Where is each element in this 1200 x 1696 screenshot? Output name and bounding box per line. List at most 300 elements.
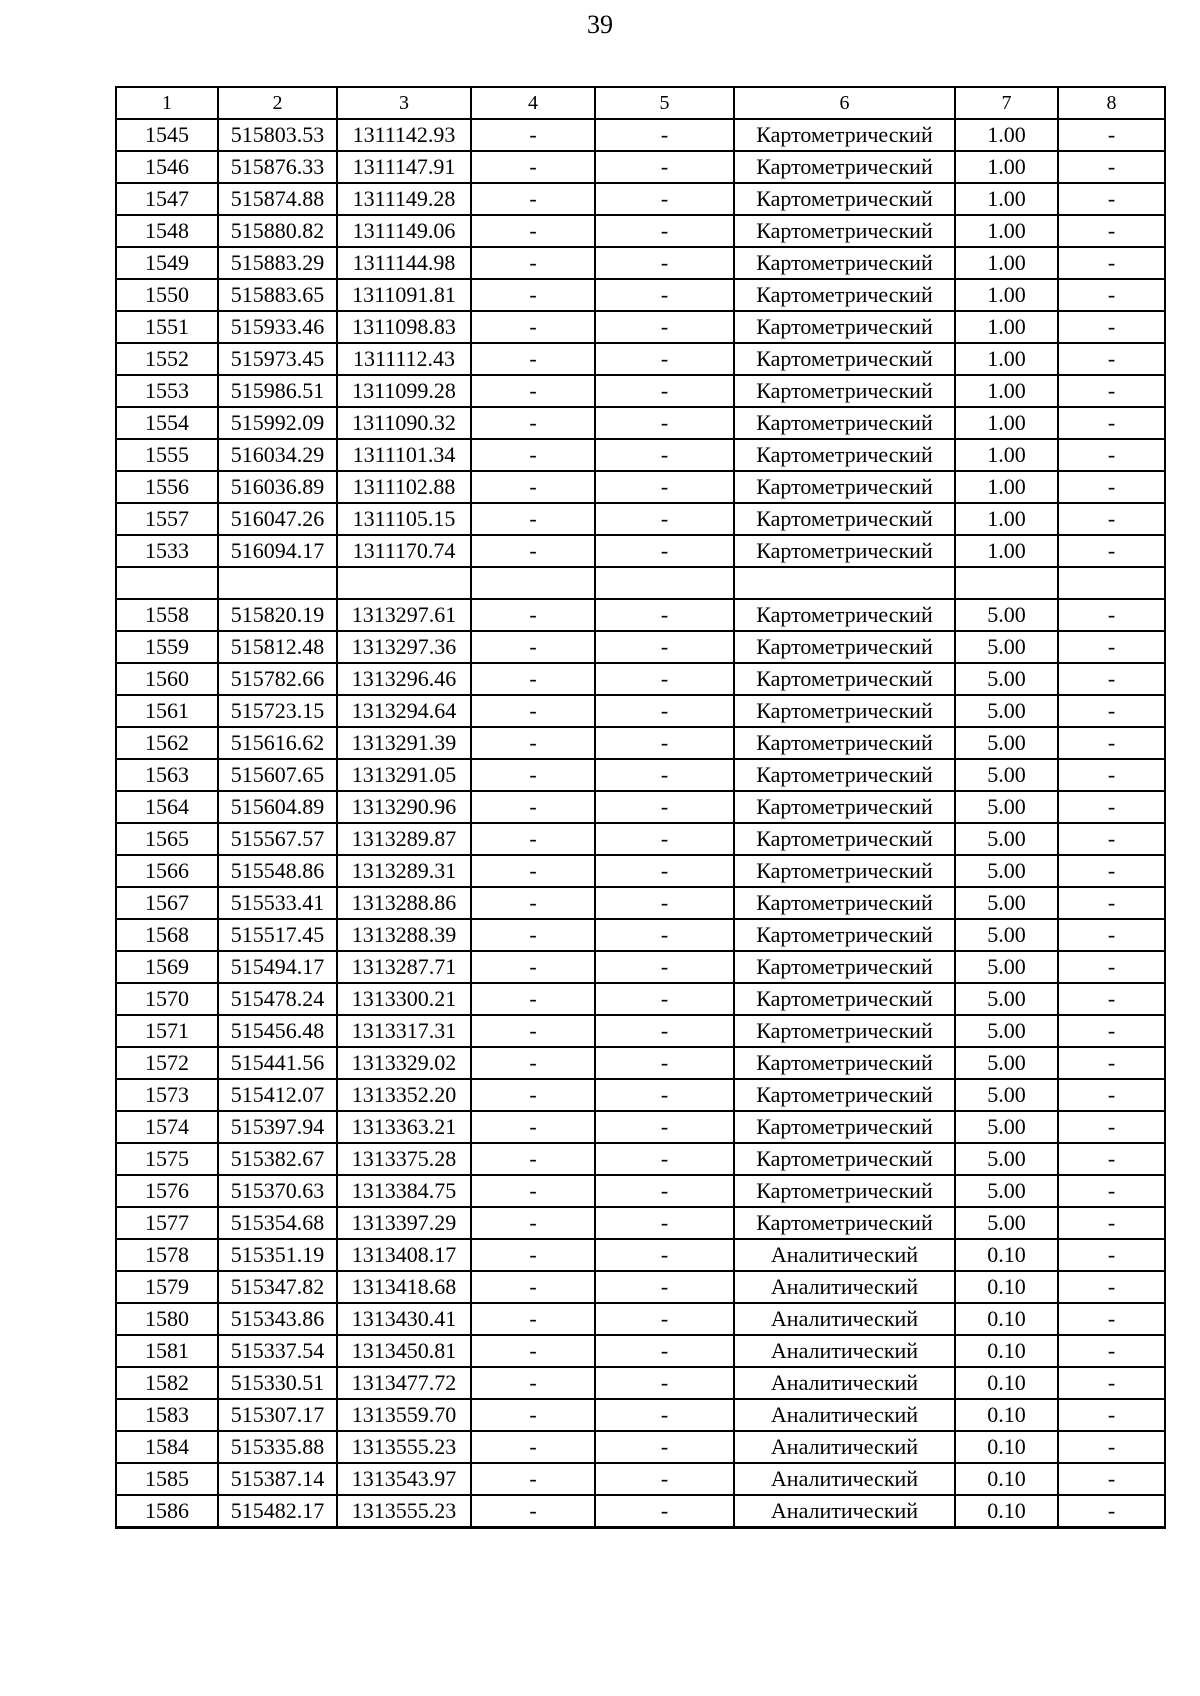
col-4-cell: - [471, 343, 595, 375]
x-coordinate-cell: 515382.67 [218, 1143, 337, 1175]
x-coordinate-cell: 515347.82 [218, 1271, 337, 1303]
table-row [116, 279, 1165, 311]
point-number-cell: 1574 [116, 1111, 218, 1143]
col-4-cell: - [471, 439, 595, 471]
col-4-cell: - [471, 1175, 595, 1207]
x-coordinate-cell: 515607.65 [218, 759, 337, 791]
col-5-cell: - [595, 759, 734, 791]
accuracy-cell: 1.00 [955, 471, 1058, 503]
col-4-cell: - [471, 535, 595, 567]
y-coordinate-cell: 1313291.05 [337, 759, 471, 791]
table-row [116, 983, 1165, 1015]
y-coordinate-cell: 1313297.61 [337, 599, 471, 631]
y-coordinate-cell: 1313317.31 [337, 1015, 471, 1047]
col-8-cell: - [1058, 279, 1165, 311]
col-5-cell [595, 567, 734, 599]
accuracy-cell: 0.10 [955, 1367, 1058, 1399]
y-coordinate-cell: 1313384.75 [337, 1175, 471, 1207]
col-8-cell: - [1058, 695, 1165, 727]
x-coordinate-cell: 515456.48 [218, 1015, 337, 1047]
col-4-cell: - [471, 407, 595, 439]
accuracy-cell: 1.00 [955, 151, 1058, 183]
x-coordinate-cell: 515874.88 [218, 183, 337, 215]
col-4-cell: - [471, 919, 595, 951]
col-4-cell: - [471, 215, 595, 247]
col-4-cell: - [471, 1079, 595, 1111]
col-4-cell: - [471, 1143, 595, 1175]
x-coordinate-cell: 515354.68 [218, 1207, 337, 1239]
y-coordinate-cell: 1311090.32 [337, 407, 471, 439]
y-coordinate-cell: 1313418.68 [337, 1271, 471, 1303]
method-cell: Картометрический [734, 1143, 955, 1175]
method-cell: Картометрический [734, 951, 955, 983]
point-number-cell: 1551 [116, 311, 218, 343]
table-row [116, 407, 1165, 439]
y-coordinate-cell: 1313555.23 [337, 1431, 471, 1463]
col-4-cell: - [471, 887, 595, 919]
accuracy-cell: 5.00 [955, 887, 1058, 919]
accuracy-cell: 1.00 [955, 279, 1058, 311]
accuracy-cell: 5.00 [955, 855, 1058, 887]
x-coordinate-cell: 515883.29 [218, 247, 337, 279]
page-number: 39 [587, 10, 613, 39]
col-5-cell: - [595, 663, 734, 695]
table-row [116, 1399, 1165, 1431]
x-coordinate-cell: 515782.66 [218, 663, 337, 695]
col-4-cell: - [471, 759, 595, 791]
col-5-cell: - [595, 279, 734, 311]
col-5-cell: - [595, 1111, 734, 1143]
table-row [116, 343, 1165, 375]
point-number-cell: 1577 [116, 1207, 218, 1239]
col-8-cell: - [1058, 1399, 1165, 1431]
point-number-cell: 1565 [116, 823, 218, 855]
col-8-cell: - [1058, 343, 1165, 375]
point-number-cell: 1580 [116, 1303, 218, 1335]
col-5-cell: - [595, 1431, 734, 1463]
point-number-cell: 1572 [116, 1047, 218, 1079]
x-coordinate-cell: 515517.45 [218, 919, 337, 951]
col-8-cell: - [1058, 311, 1165, 343]
column-header-1: 1 [116, 87, 218, 119]
y-coordinate-cell: 1311142.93 [337, 119, 471, 151]
col-5-cell: - [595, 343, 734, 375]
col-4-cell [471, 567, 595, 599]
table-row [116, 247, 1165, 279]
point-number-cell: 1578 [116, 1239, 218, 1271]
table-body [116, 119, 1165, 1528]
col-8-cell: - [1058, 919, 1165, 951]
method-cell: Аналитический [734, 1239, 955, 1271]
point-number-cell: 1579 [116, 1271, 218, 1303]
y-coordinate-cell: 1311149.28 [337, 183, 471, 215]
y-coordinate-cell: 1311091.81 [337, 279, 471, 311]
method-cell: Картометрический [734, 887, 955, 919]
col-5-cell: - [595, 439, 734, 471]
accuracy-cell: 0.10 [955, 1399, 1058, 1431]
col-5-cell: - [595, 247, 734, 279]
x-coordinate-cell: 516047.26 [218, 503, 337, 535]
method-cell: Картометрический [734, 1207, 955, 1239]
accuracy-cell: 1.00 [955, 503, 1058, 535]
table-row [116, 727, 1165, 759]
method-cell: Картометрический [734, 215, 955, 247]
col-5-cell: - [595, 599, 734, 631]
col-8-cell: - [1058, 983, 1165, 1015]
accuracy-cell: 0.10 [955, 1271, 1058, 1303]
col-8-cell: - [1058, 663, 1165, 695]
col-5-cell: - [595, 535, 734, 567]
y-coordinate-cell: 1313288.86 [337, 887, 471, 919]
y-coordinate-cell: 1313543.97 [337, 1463, 471, 1495]
col-4-cell: - [471, 631, 595, 663]
x-coordinate-cell: 515812.48 [218, 631, 337, 663]
col-8-cell: - [1058, 247, 1165, 279]
col-8-cell: - [1058, 791, 1165, 823]
point-number-cell: 1559 [116, 631, 218, 663]
col-5-cell: - [595, 1367, 734, 1399]
y-coordinate-cell: 1311149.06 [337, 215, 471, 247]
table-row [116, 1015, 1165, 1047]
y-coordinate-cell: 1311102.88 [337, 471, 471, 503]
x-coordinate-cell: 515876.33 [218, 151, 337, 183]
method-cell [734, 567, 955, 599]
point-number-cell [116, 567, 218, 599]
col-5-cell: - [595, 983, 734, 1015]
table-row [116, 151, 1165, 183]
point-number-cell: 1568 [116, 919, 218, 951]
accuracy-cell: 5.00 [955, 983, 1058, 1015]
y-coordinate-cell: 1313363.21 [337, 1111, 471, 1143]
x-coordinate-cell: 515441.56 [218, 1047, 337, 1079]
col-4-cell: - [471, 695, 595, 727]
column-header-8: 8 [1058, 87, 1165, 119]
col-8-cell: - [1058, 1143, 1165, 1175]
accuracy-cell: 5.00 [955, 1079, 1058, 1111]
col-5-cell: - [595, 695, 734, 727]
col-8-cell: - [1058, 855, 1165, 887]
accuracy-cell: 5.00 [955, 599, 1058, 631]
table-row [116, 887, 1165, 919]
col-8-cell: - [1058, 759, 1165, 791]
y-coordinate-cell: 1313290.96 [337, 791, 471, 823]
x-coordinate-cell: 515986.51 [218, 375, 337, 407]
column-header-4: 4 [471, 87, 595, 119]
point-number-cell: 1564 [116, 791, 218, 823]
y-coordinate-cell: 1311170.74 [337, 535, 471, 567]
table-row [116, 791, 1165, 823]
y-coordinate-cell: 1313430.41 [337, 1303, 471, 1335]
x-coordinate-cell: 515387.14 [218, 1463, 337, 1495]
col-5-cell: - [595, 151, 734, 183]
col-5-cell: - [595, 631, 734, 663]
col-8-cell: - [1058, 535, 1165, 567]
table-row [116, 759, 1165, 791]
col-4-cell: - [471, 1335, 595, 1367]
col-5-cell: - [595, 375, 734, 407]
point-number-cell: 1547 [116, 183, 218, 215]
col-4-cell: - [471, 823, 595, 855]
table-row [116, 311, 1165, 343]
method-cell: Картометрический [734, 119, 955, 151]
x-coordinate-cell: 515820.19 [218, 599, 337, 631]
col-4-cell: - [471, 1015, 595, 1047]
col-5-cell: - [595, 1047, 734, 1079]
table-row [116, 1271, 1165, 1303]
method-cell: Картометрический [734, 1015, 955, 1047]
x-coordinate-cell: 515478.24 [218, 983, 337, 1015]
x-coordinate-cell: 516094.17 [218, 535, 337, 567]
accuracy-cell: 5.00 [955, 1207, 1058, 1239]
col-5-cell: - [595, 1271, 734, 1303]
table-row [116, 471, 1165, 503]
table-row [116, 215, 1165, 247]
x-coordinate-cell: 515330.51 [218, 1367, 337, 1399]
table-row [116, 951, 1165, 983]
accuracy-cell: 0.10 [955, 1303, 1058, 1335]
point-number-cell: 1558 [116, 599, 218, 631]
col-8-cell: - [1058, 1111, 1165, 1143]
y-coordinate-cell: 1313287.71 [337, 951, 471, 983]
y-coordinate-cell: 1311144.98 [337, 247, 471, 279]
col-4-cell: - [471, 663, 595, 695]
col-5-cell: - [595, 1015, 734, 1047]
col-8-cell: - [1058, 407, 1165, 439]
y-coordinate-cell: 1311105.15 [337, 503, 471, 535]
method-cell: Картометрический [734, 151, 955, 183]
column-header-2: 2 [218, 87, 337, 119]
col-4-cell: - [471, 503, 595, 535]
method-cell: Картометрический [734, 343, 955, 375]
col-5-cell: - [595, 119, 734, 151]
method-cell: Картометрический [734, 599, 955, 631]
method-cell: Картометрический [734, 1079, 955, 1111]
method-cell: Аналитический [734, 1399, 955, 1431]
col-4-cell: - [471, 119, 595, 151]
col-4-cell: - [471, 1239, 595, 1271]
accuracy-cell: 1.00 [955, 407, 1058, 439]
point-number-cell: 1555 [116, 439, 218, 471]
col-8-cell: - [1058, 631, 1165, 663]
col-8-cell: - [1058, 1335, 1165, 1367]
y-coordinate-cell: 1313352.20 [337, 1079, 471, 1111]
x-coordinate-cell: 515992.09 [218, 407, 337, 439]
column-header-6: 6 [734, 87, 955, 119]
method-cell: Картометрический [734, 759, 955, 791]
col-5-cell: - [595, 855, 734, 887]
method-cell: Картометрический [734, 1047, 955, 1079]
method-cell: Аналитический [734, 1431, 955, 1463]
accuracy-cell: 1.00 [955, 311, 1058, 343]
accuracy-cell: 0.10 [955, 1239, 1058, 1271]
method-cell: Аналитический [734, 1463, 955, 1495]
y-coordinate-cell: 1311112.43 [337, 343, 471, 375]
point-number-cell: 1573 [116, 1079, 218, 1111]
point-number-cell: 1545 [116, 119, 218, 151]
col-5-cell: - [595, 823, 734, 855]
point-number-cell: 1567 [116, 887, 218, 919]
x-coordinate-cell: 515370.63 [218, 1175, 337, 1207]
point-number-cell: 1582 [116, 1367, 218, 1399]
point-number-cell: 1584 [116, 1431, 218, 1463]
col-8-cell: - [1058, 375, 1165, 407]
accuracy-cell: 5.00 [955, 951, 1058, 983]
method-cell: Картометрический [734, 535, 955, 567]
accuracy-cell: 5.00 [955, 823, 1058, 855]
coordinates-table [115, 86, 1166, 1529]
col-8-cell [1058, 567, 1165, 599]
table-row [116, 1111, 1165, 1143]
method-cell: Картометрический [734, 983, 955, 1015]
method-cell: Картометрический [734, 1175, 955, 1207]
y-coordinate-cell: 1313289.87 [337, 823, 471, 855]
table-row [116, 823, 1165, 855]
x-coordinate-cell: 515412.07 [218, 1079, 337, 1111]
point-number-cell: 1566 [116, 855, 218, 887]
point-number-cell: 1571 [116, 1015, 218, 1047]
point-number-cell: 1549 [116, 247, 218, 279]
point-number-cell: 1575 [116, 1143, 218, 1175]
table-row [116, 1495, 1165, 1528]
col-8-cell: - [1058, 1047, 1165, 1079]
accuracy-cell: 5.00 [955, 631, 1058, 663]
point-number-cell: 1561 [116, 695, 218, 727]
x-coordinate-cell: 515548.86 [218, 855, 337, 887]
table-row [116, 1335, 1165, 1367]
col-4-cell: - [471, 247, 595, 279]
table-row [116, 631, 1165, 663]
x-coordinate-cell: 515533.41 [218, 887, 337, 919]
col-4-cell: - [471, 983, 595, 1015]
x-coordinate-cell: 515337.54 [218, 1335, 337, 1367]
col-5-cell: - [595, 471, 734, 503]
method-cell: Аналитический [734, 1495, 955, 1528]
y-coordinate-cell: 1311147.91 [337, 151, 471, 183]
accuracy-cell: 1.00 [955, 119, 1058, 151]
accuracy-cell: 1.00 [955, 439, 1058, 471]
column-header-7: 7 [955, 87, 1058, 119]
col-8-cell: - [1058, 183, 1165, 215]
x-coordinate-cell: 515973.45 [218, 343, 337, 375]
col-4-cell: - [471, 1495, 595, 1528]
accuracy-cell: 5.00 [955, 1175, 1058, 1207]
table-row [116, 1303, 1165, 1335]
col-4-cell: - [471, 471, 595, 503]
table-row [116, 1143, 1165, 1175]
table-row [116, 919, 1165, 951]
col-4-cell: - [471, 279, 595, 311]
col-4-cell: - [471, 599, 595, 631]
col-4-cell: - [471, 1431, 595, 1463]
point-number-cell: 1581 [116, 1335, 218, 1367]
x-coordinate-cell: 515335.88 [218, 1431, 337, 1463]
x-coordinate-cell: 515343.86 [218, 1303, 337, 1335]
point-number-cell: 1554 [116, 407, 218, 439]
col-4-cell: - [471, 1271, 595, 1303]
col-4-cell: - [471, 1047, 595, 1079]
point-number-cell: 1576 [116, 1175, 218, 1207]
point-number-cell: 1557 [116, 503, 218, 535]
x-coordinate-cell: 515933.46 [218, 311, 337, 343]
y-coordinate-cell: 1313375.28 [337, 1143, 471, 1175]
col-8-cell: - [1058, 823, 1165, 855]
col-8-cell: - [1058, 151, 1165, 183]
table-row [116, 599, 1165, 631]
point-number-cell: 1583 [116, 1399, 218, 1431]
y-coordinate-cell: 1313300.21 [337, 983, 471, 1015]
col-8-cell: - [1058, 951, 1165, 983]
y-coordinate-cell: 1313294.64 [337, 695, 471, 727]
col-8-cell: - [1058, 119, 1165, 151]
y-coordinate-cell: 1313297.36 [337, 631, 471, 663]
x-coordinate-cell: 515494.17 [218, 951, 337, 983]
point-number-cell: 1556 [116, 471, 218, 503]
col-4-cell: - [471, 1207, 595, 1239]
point-number-cell: 1560 [116, 663, 218, 695]
col-5-cell: - [595, 1335, 734, 1367]
point-number-cell: 1569 [116, 951, 218, 983]
table-row [116, 1079, 1165, 1111]
col-4-cell: - [471, 855, 595, 887]
accuracy-cell: 5.00 [955, 727, 1058, 759]
accuracy-cell: 1.00 [955, 183, 1058, 215]
col-8-cell: - [1058, 887, 1165, 919]
x-coordinate-cell: 515616.62 [218, 727, 337, 759]
accuracy-cell: 5.00 [955, 1047, 1058, 1079]
y-coordinate-cell: 1313397.29 [337, 1207, 471, 1239]
point-number-cell: 1553 [116, 375, 218, 407]
col-4-cell: - [471, 1111, 595, 1143]
method-cell: Картометрический [734, 279, 955, 311]
x-coordinate-cell: 516034.29 [218, 439, 337, 471]
table-row [116, 119, 1165, 151]
table-row [116, 1047, 1165, 1079]
method-cell: Картометрический [734, 695, 955, 727]
point-number-cell: 1586 [116, 1495, 218, 1528]
x-coordinate-cell: 515723.15 [218, 695, 337, 727]
method-cell: Картометрический [734, 823, 955, 855]
point-number-cell: 1548 [116, 215, 218, 247]
col-4-cell: - [471, 951, 595, 983]
method-cell: Картометрический [734, 727, 955, 759]
col-8-cell: - [1058, 1015, 1165, 1047]
col-8-cell: - [1058, 1079, 1165, 1111]
y-coordinate-cell: 1313291.39 [337, 727, 471, 759]
table-row [116, 503, 1165, 535]
point-number-cell: 1550 [116, 279, 218, 311]
method-cell: Картометрический [734, 503, 955, 535]
accuracy-cell: 0.10 [955, 1335, 1058, 1367]
method-cell: Картометрический [734, 855, 955, 887]
col-5-cell: - [595, 1175, 734, 1207]
col-5-cell: - [595, 503, 734, 535]
y-coordinate-cell: 1313296.46 [337, 663, 471, 695]
table-row [116, 1175, 1165, 1207]
table-row [116, 855, 1165, 887]
col-8-cell: - [1058, 1271, 1165, 1303]
x-coordinate-cell: 515482.17 [218, 1495, 337, 1528]
column-header-5: 5 [595, 87, 734, 119]
col-4-cell: - [471, 1367, 595, 1399]
col-8-cell: - [1058, 1463, 1165, 1495]
table-row [116, 695, 1165, 727]
col-8-cell: - [1058, 439, 1165, 471]
accuracy-cell: 5.00 [955, 919, 1058, 951]
table-row [116, 375, 1165, 407]
method-cell: Картометрический [734, 407, 955, 439]
table-row [116, 1239, 1165, 1271]
accuracy-cell: 1.00 [955, 247, 1058, 279]
